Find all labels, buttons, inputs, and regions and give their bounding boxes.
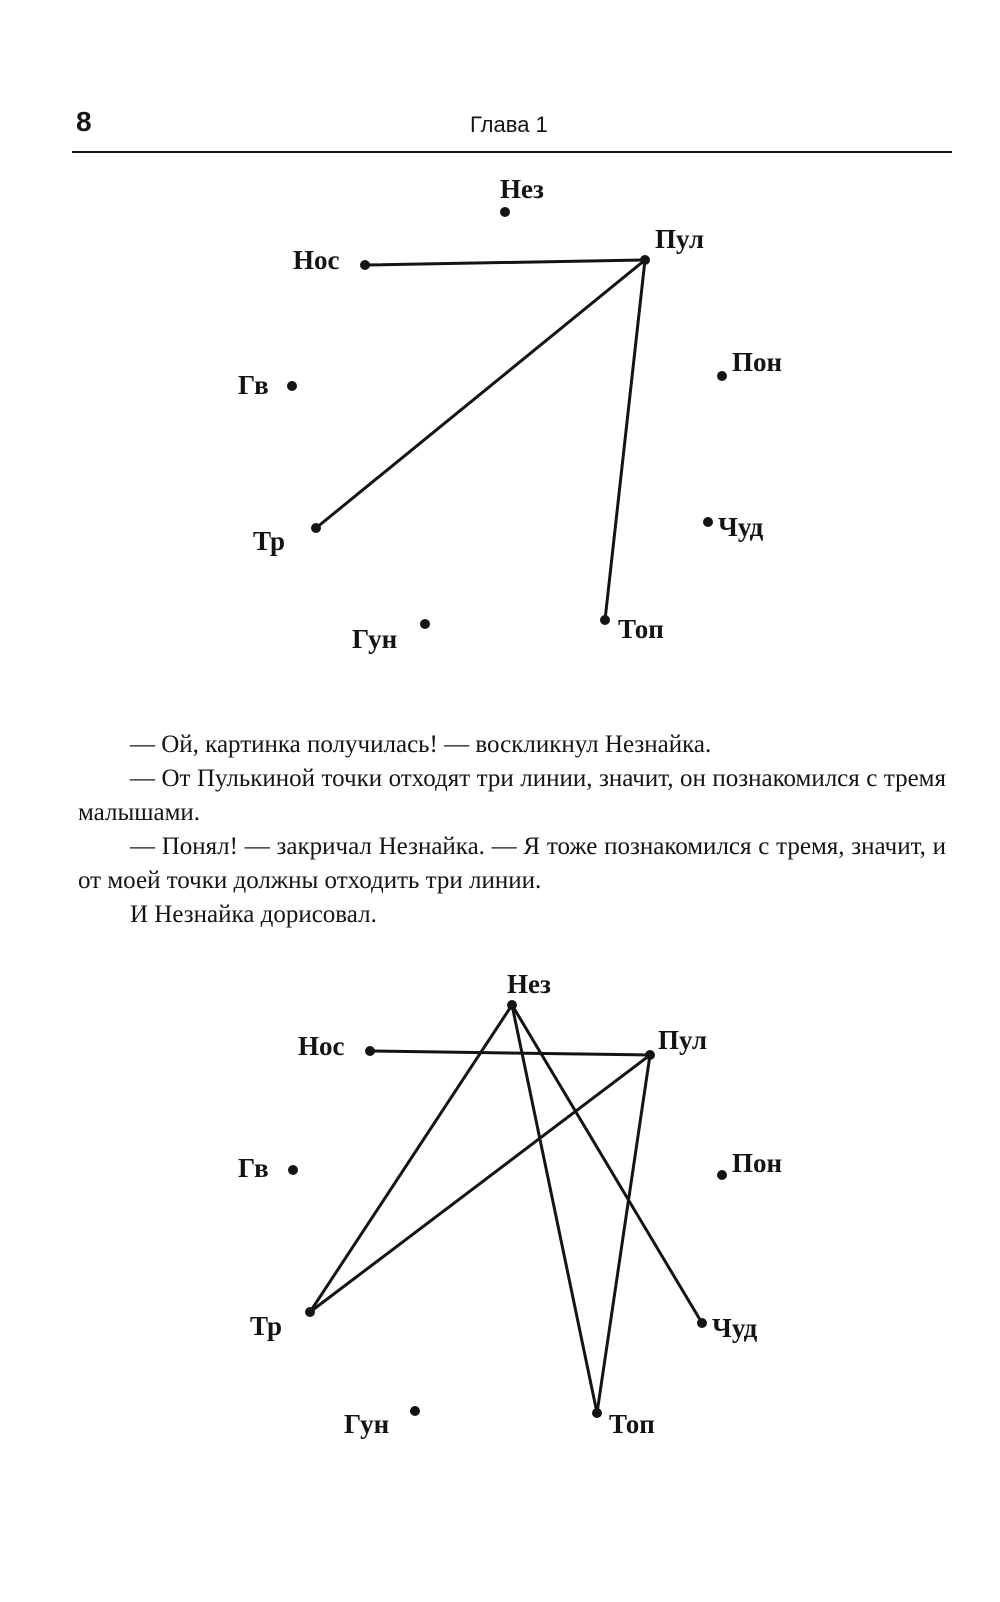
node-label: Нос bbox=[293, 245, 340, 275]
paragraph: — Понял! — закричал Незнайка. — Я тоже познакомился с тремя, значит, и от моей точки должны отходить три линии. bbox=[78, 833, 946, 894]
node-label: Тр bbox=[253, 526, 285, 556]
body-text bbox=[78, 728, 946, 932]
node-label: Гв bbox=[238, 1153, 269, 1183]
node-label: Пон bbox=[732, 347, 783, 377]
page-number: 8 bbox=[76, 106, 92, 137]
node-point bbox=[697, 1318, 707, 1328]
node-point bbox=[717, 1170, 727, 1180]
node-label: Пон bbox=[732, 1148, 783, 1178]
edge bbox=[597, 1055, 650, 1413]
node-point bbox=[703, 517, 713, 527]
edge bbox=[365, 260, 645, 265]
node-point bbox=[311, 523, 321, 533]
node-label: Гун bbox=[344, 1409, 390, 1439]
node-point bbox=[645, 1050, 655, 1060]
node-point bbox=[717, 371, 727, 381]
node-label: Пул bbox=[655, 224, 704, 254]
node-label: Топ bbox=[618, 614, 664, 644]
node-label: Нез bbox=[500, 174, 544, 204]
node-label: Тр bbox=[250, 1311, 282, 1341]
chapter-title: Глава 1 bbox=[470, 112, 548, 137]
node-label: Чуд bbox=[712, 1313, 758, 1343]
node-point bbox=[288, 1165, 298, 1175]
node-point bbox=[360, 260, 370, 270]
node-point bbox=[640, 255, 650, 265]
acquaintance-diagram-2 bbox=[0, 965, 1000, 1465]
node-label: Чуд bbox=[718, 512, 764, 542]
acquaintance-diagram-1 bbox=[0, 170, 1000, 670]
node-point bbox=[287, 381, 297, 391]
edge bbox=[512, 1005, 597, 1413]
node-point bbox=[410, 1406, 420, 1416]
paragraph: И Незнайка дорисовал. bbox=[130, 901, 377, 928]
edge bbox=[605, 260, 645, 620]
node-label: Гв bbox=[238, 370, 269, 400]
node-label: Гун bbox=[352, 624, 398, 654]
node-point bbox=[420, 619, 430, 629]
edge bbox=[316, 260, 645, 528]
node-label: Нез bbox=[507, 969, 551, 999]
node-label: Топ bbox=[609, 1409, 655, 1439]
node-point bbox=[592, 1408, 602, 1418]
edge bbox=[310, 1055, 650, 1312]
node-label: Пул bbox=[658, 1025, 707, 1055]
edge bbox=[370, 1051, 650, 1055]
node-point bbox=[507, 1000, 517, 1010]
node-label: Нос bbox=[298, 1031, 345, 1061]
node-point bbox=[500, 207, 510, 217]
header-rule bbox=[72, 151, 952, 153]
paragraph: — Ой, картинка получилась! — воскликнул Незнайка. bbox=[130, 731, 712, 758]
paragraph: — От Пулькиной точки отходят три линии, значит, он познакомился с тремя малышами. bbox=[78, 765, 946, 826]
node-point bbox=[600, 615, 610, 625]
node-point bbox=[305, 1307, 315, 1317]
node-point bbox=[365, 1046, 375, 1056]
